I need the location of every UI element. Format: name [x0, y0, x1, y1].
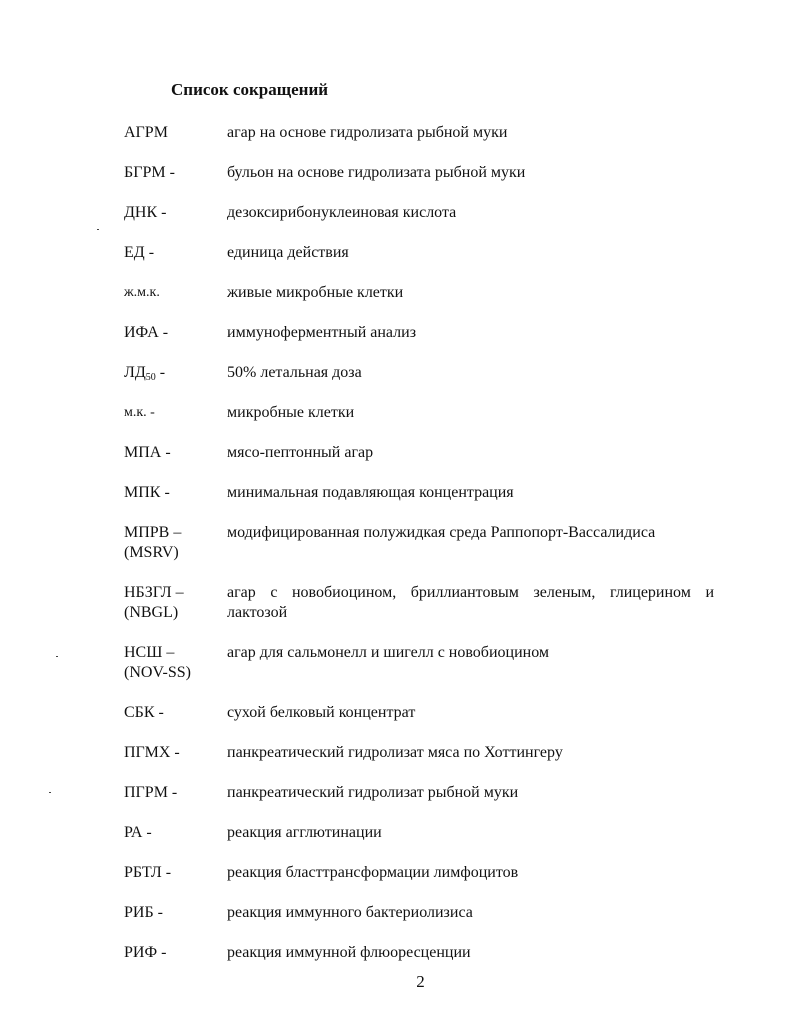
abbreviation-definition: бульон на основе гидролизата рыбной муки [227, 164, 526, 181]
abbreviation-term: БГРМ - [124, 164, 175, 181]
abbreviation-term: МПК - [124, 484, 170, 501]
abbreviation-term: МПА - [124, 444, 171, 461]
abbreviation-definition: 50% летальная доза [227, 364, 362, 381]
abbreviation-term: РБТЛ - [124, 864, 172, 881]
abbreviation-term: ДНК - [124, 204, 167, 221]
abbreviation-term: МПРВ – (MSRV) [124, 524, 182, 561]
page-number: 2 [416, 972, 425, 991]
abbreviation-term: РА - [124, 824, 152, 841]
scan-speck [97, 229, 99, 230]
abbreviation-term: НСШ – (NOV-SS) [124, 644, 191, 681]
subscript: 50 [145, 372, 156, 383]
abbreviation-term: ИФА - [124, 324, 169, 341]
abbreviation-definition: агар на основе гидролизата рыбной муки [227, 124, 508, 141]
abbreviation-term: СБК - [124, 704, 164, 721]
abbreviation-definition: панкреатический гидролизат рыбной муки [227, 784, 519, 801]
abbreviation-term: ЕД - [124, 244, 155, 261]
abbreviation-definition: мясо-пептонный агар [227, 444, 374, 461]
abbreviation-term: ж.м.к. [124, 285, 160, 300]
abbreviation-definition: панкреатический гидролизат мяса по Хоттингеру [227, 744, 563, 761]
abbreviation-definition: модифицированная полужидкая среда Раппопорт-Вассалидиса [227, 524, 656, 541]
abbreviation-definition: реакция иммунной флюоресценции [227, 944, 471, 961]
abbreviation-term: ЛД50 - [124, 364, 166, 383]
abbreviation-term: АГРМ [124, 124, 168, 141]
abbreviation-definition: агар с новобиоцином, бриллиантовым зеленым, глицерином и лактозой [227, 584, 714, 621]
abbreviation-definition: сухой белковый концентрат [227, 704, 416, 721]
scan-speck [56, 656, 58, 657]
abbreviation-definition: единица действия [227, 244, 349, 261]
abbreviation-term: НБЗГЛ – (NBGL) [124, 584, 184, 621]
abbreviation-definition: реакция бласттрансформации лимфоцитов [227, 864, 519, 881]
scan-speck [49, 792, 51, 793]
abbreviation-definition: дезоксирибонуклеиновая кислота [227, 204, 457, 221]
abbreviation-definition: агар для сальмонелл и шигелл с новобиоцином [227, 644, 550, 661]
abbreviation-definition: реакция агглютинации [227, 824, 382, 841]
abbreviation-definition: реакция иммунного бактериолизиса [227, 904, 473, 921]
abbreviation-term: ПГРМ - [124, 784, 178, 801]
abbreviation-term: ПГМХ - [124, 744, 180, 761]
abbreviation-definition: микробные клетки [227, 404, 355, 421]
page-title: Список сокращений [171, 80, 329, 99]
abbreviation-term: м.к. - [124, 405, 155, 420]
abbreviation-term: РИБ - [124, 904, 163, 921]
abbreviation-definition: живые микробные клетки [227, 284, 404, 301]
abbreviation-definition: минимальная подавляющая концентрация [227, 484, 514, 501]
abbreviation-definition: иммуноферментный анализ [227, 324, 417, 341]
abbreviation-term: РИФ - [124, 944, 167, 961]
